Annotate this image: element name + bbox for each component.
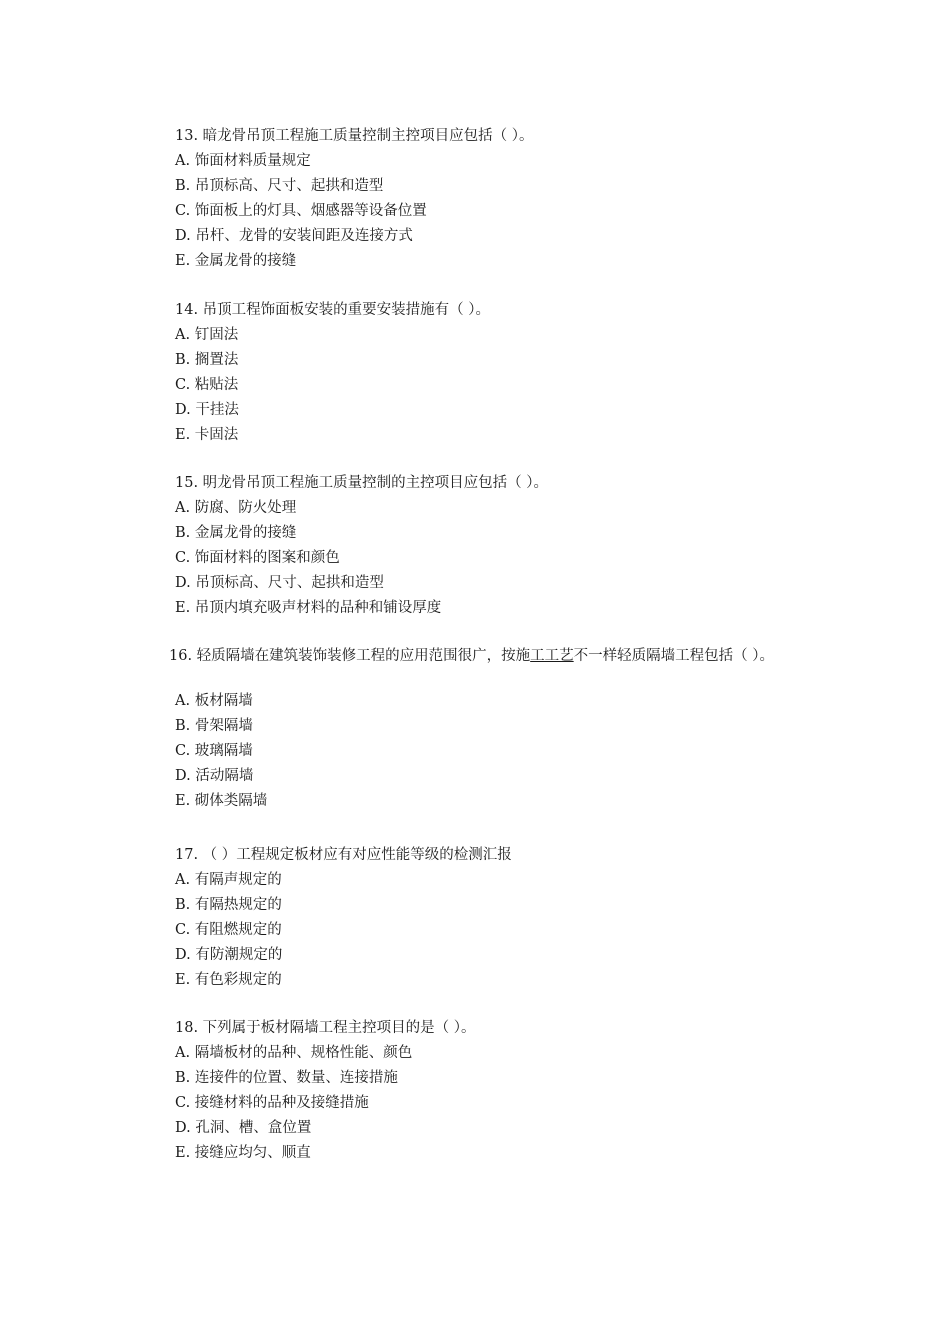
question-stem: 15. 明龙骨吊顶工程施工质量控制的主控项目应包括（ ）。 xyxy=(175,475,549,491)
option-c: C. 玻璃隔墙 xyxy=(175,743,253,759)
option-b: B. 有隔热规定的 xyxy=(175,897,282,913)
question-15 xyxy=(150,473,810,623)
option-e: E. 金属龙骨的接缝 xyxy=(175,253,297,269)
option-b: B. 连接件的位置、数量、连接措施 xyxy=(175,1070,398,1086)
option-e: E. 卡固法 xyxy=(175,427,239,443)
option-c: C. 接缝材料的品种及接缝措施 xyxy=(175,1095,369,1111)
option-e: E. 砌体类隔墙 xyxy=(175,793,268,809)
question-17 xyxy=(150,845,810,995)
option-d: D. 有防潮规定的 xyxy=(175,947,283,963)
question-stem: 17. （ ）工程规定板材应有对应性能等级的检测汇报 xyxy=(175,847,512,863)
option-a: A. 隔墙板材的品种、规格性能、颜色 xyxy=(175,1045,413,1061)
option-a: A. 板材隔墙 xyxy=(175,693,253,709)
stem-text-after: 不一样轻质隔墙工程包括（ ）。 xyxy=(573,648,775,664)
option-b: B. 金属龙骨的接缝 xyxy=(175,525,297,541)
stem-text-before: 16. 轻质隔墙在建筑装饰装修工程的应用范围很广，按施 xyxy=(169,648,531,664)
question-stem xyxy=(144,646,810,666)
option-b: B. 骨架隔墙 xyxy=(175,718,253,734)
question-14 xyxy=(150,300,810,450)
option-d: D. 干挂法 xyxy=(175,402,239,418)
option-c: C. 饰面板上的灯具、烟感器等设备位置 xyxy=(175,203,427,219)
option-c: C. 饰面材料的图案和颜色 xyxy=(175,550,340,566)
question-stem: 14. 吊顶工程饰面板安装的重要安装措施有（ ）。 xyxy=(175,302,491,318)
question-stem: 13. 暗龙骨吊顶工程施工质量控制主控项目应包括（ ）。 xyxy=(175,128,534,144)
option-e: E. 有色彩规定的 xyxy=(175,972,282,988)
option-a: A. 防腐、防火处理 xyxy=(175,500,297,516)
option-a: A. 有隔声规定的 xyxy=(175,872,282,888)
option-b: B. 吊顶标高、尺寸、起拱和造型 xyxy=(175,178,384,194)
option-d: D. 吊杆、龙骨的安装间距及连接方式 xyxy=(175,228,413,244)
stem-underlined-text: 工工艺 xyxy=(530,648,574,664)
option-d: D. 吊顶标高、尺寸、起拱和造型 xyxy=(175,575,384,591)
option-d: D. 活动隔墙 xyxy=(175,768,254,784)
option-c: C. 粘贴法 xyxy=(175,377,239,393)
option-e: E. 接缝应均匀、顺直 xyxy=(175,1145,311,1161)
question-18 xyxy=(150,1018,810,1168)
option-e: E. 吊顶内填充吸声材料的品种和铺设厚度 xyxy=(175,600,442,616)
question-stem: 18. 下列属于板材隔墙工程主控项目的是（ ）。 xyxy=(175,1020,476,1036)
option-b: B. 搁置法 xyxy=(175,352,239,368)
option-d: D. 孔洞、槽、盒位置 xyxy=(175,1120,312,1136)
option-a: A. 饰面材料质量规定 xyxy=(175,153,311,169)
option-a: A. 钉固法 xyxy=(175,327,239,343)
option-c: C. 有阻燃规定的 xyxy=(175,922,282,938)
question-16 xyxy=(150,646,810,816)
question-13 xyxy=(150,126,810,276)
